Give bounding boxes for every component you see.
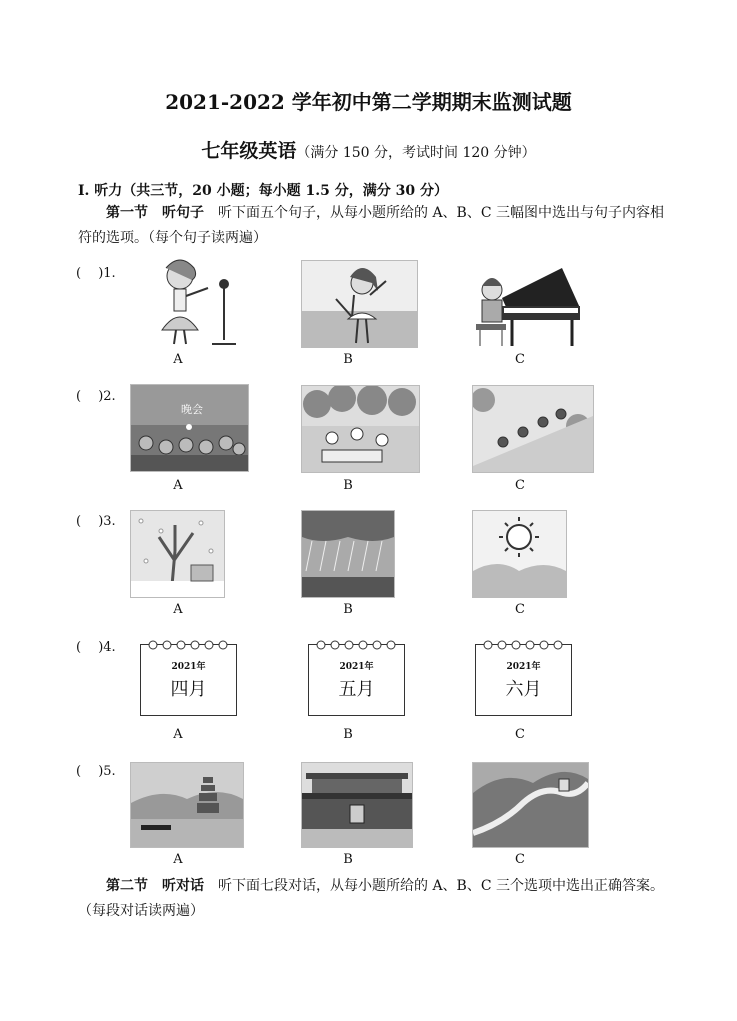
calendar-year: 2021年 xyxy=(339,662,374,672)
sunny-picture xyxy=(472,510,567,598)
party-picture xyxy=(130,384,249,472)
option-label: B xyxy=(343,727,353,742)
page-title: 2021-2022 学年初中第二学期期末监测试题 xyxy=(165,90,572,114)
calendar-month: 六月 xyxy=(505,679,542,700)
part1-instructions xyxy=(78,201,668,251)
pagoda-lake-picture xyxy=(130,762,244,848)
calendar-rings-icon xyxy=(480,639,566,651)
question-number[interactable]: ( )2. xyxy=(76,389,116,404)
calendar-june xyxy=(475,644,572,716)
calendar-year: 2021年 xyxy=(506,662,541,672)
option-label: C xyxy=(515,602,525,617)
subtitle-note: （满分 150 分，考试时间 120 分钟） xyxy=(296,145,536,161)
calendar-month: 五月 xyxy=(338,679,375,700)
option-label: A xyxy=(173,478,183,493)
calendar-april xyxy=(140,644,237,716)
part1-head: 第一节 听句子 xyxy=(106,205,204,221)
calendar-may xyxy=(308,644,405,716)
hiking-picture xyxy=(472,385,594,473)
question-number[interactable]: ( )1. xyxy=(76,266,116,281)
part1-text: 听下面五个句子，从每小题所给的 A、B、C 三幅图中选出与句子内容相符的选项。（每个句子读两遍） xyxy=(78,205,665,246)
option-label: B xyxy=(343,352,353,367)
option-label: C xyxy=(515,852,525,867)
option-label: C xyxy=(515,352,525,367)
calendar-rings-icon xyxy=(313,639,399,651)
singer-picture xyxy=(148,258,248,346)
calendar-rings-icon xyxy=(145,639,231,651)
option-label: A xyxy=(173,727,183,742)
option-label: C xyxy=(515,478,525,493)
great-wall-picture xyxy=(472,762,589,848)
part2-text: 听下面七段对话，从每小题所给的 A、B、C 三个选项中选出正确答案。（每段对话读两遍） xyxy=(78,878,665,919)
question-number[interactable]: ( )4. xyxy=(76,640,116,655)
rain-picture xyxy=(301,510,395,598)
piano-picture xyxy=(472,262,582,348)
calendar-year: 2021年 xyxy=(171,662,206,672)
option-label: B xyxy=(343,852,353,867)
question-number[interactable]: ( )3. xyxy=(76,514,116,529)
section-heading: Ⅰ. 听力（共三节，20 小题；每小题 1.5 分，满分 30 分） xyxy=(78,183,448,199)
subtitle xyxy=(0,136,737,163)
option-label: B xyxy=(343,478,353,493)
option-label: A xyxy=(173,352,183,367)
option-label: B xyxy=(343,602,353,617)
picnic-picture xyxy=(301,385,420,473)
party-sign-text: 晚会 xyxy=(181,403,203,416)
option-label: A xyxy=(173,602,183,617)
dancer-picture xyxy=(301,260,418,348)
subtitle-main: 七年级英语 xyxy=(201,140,297,162)
question-number[interactable]: ( )5. xyxy=(76,764,116,779)
option-label: A xyxy=(173,852,183,867)
tiananmen-picture xyxy=(301,762,413,848)
calendar-month: 四月 xyxy=(170,679,207,700)
snow-picture xyxy=(130,510,225,598)
part2-instructions xyxy=(78,874,668,924)
option-label: C xyxy=(515,727,525,742)
part2-head: 第二节 听对话 xyxy=(106,878,204,894)
